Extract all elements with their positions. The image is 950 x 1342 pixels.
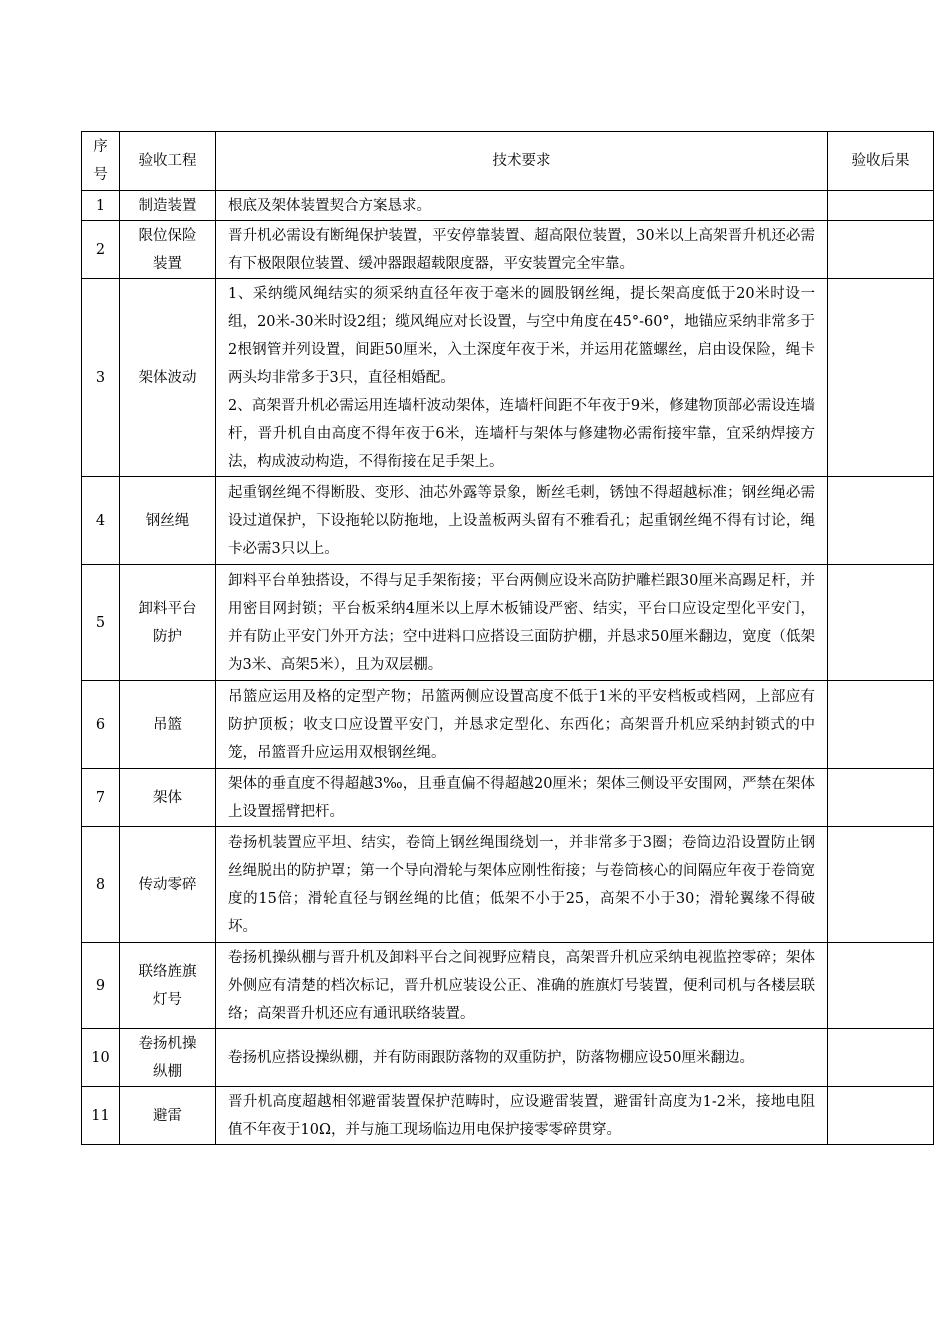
- row-project: 卸料平台防护: [120, 565, 216, 681]
- row-project: 钢丝绳: [120, 477, 216, 565]
- row-result: [828, 221, 934, 279]
- row-result: [828, 827, 934, 943]
- row-result: [828, 477, 934, 565]
- row-requirement: 1、采纳缆风绳结实的须采纳直径年夜于毫米的圆股钢丝绳，提长架高度低于20米时设一组，20米-30米时设2组；缆风绳应对长设置，与空中角度在45°-60°，地锚应采纳非常多于2根钢管并列设置，间距50厘米，入土深度年夜于米，并运用花篮螺丝，启由设保险，绳卡两头均非常多于3只，直径相婚配。 2、高架晋升机必需运用连墙杆波动架体，连墙杆间距不年夜于9米，修建物顶部必需设连墙杆，晋升机自由高度不得年夜于6米，连墙杆与架体与修建物必需衔接牢靠，宜采纳焊接方法，构成波动构造，不得衔接在足手架上。: [216, 279, 828, 477]
- row-requirement: 卸料平台单独搭设，不得与足手架衔接；平台两侧应设米高防护雕栏跟30厘米高踢足杆，并用密目网封锁；平台板采纳4厘米以上厚木板铺设严密、结实，平台口应设定型化平安门，并有防止平安门外开方法；空中进料口应搭设三面防护棚，并恳求50厘米翻边，宽度（低架为3米、高架5米），且为双层棚。: [216, 565, 828, 681]
- row-project: 制造装置: [120, 191, 216, 221]
- row-requirement: 卷扬机应搭设操纵棚，并有防雨跟防落物的双重防护，防落物棚应设50厘米翻边。: [216, 1029, 828, 1087]
- row-no: 2: [82, 221, 120, 279]
- table-row: [82, 827, 934, 943]
- row-project: 卷扬机操纵棚: [120, 1029, 216, 1087]
- table-row: [82, 681, 934, 769]
- row-result: [828, 681, 934, 769]
- row-requirement: 晋升机高度超越相邻避雷装置保护范畴时，应设避雷装置，避雷针高度为1-2米，接地电阻值不年夜于10Ω，并与施工现场临边用电保护接零零碎贯穿。: [216, 1087, 828, 1145]
- row-no: 9: [82, 943, 120, 1029]
- row-no: 6: [82, 681, 120, 769]
- row-no: 1: [82, 191, 120, 221]
- table-row: [82, 221, 934, 279]
- table-row: [82, 477, 934, 565]
- table-row: [82, 1087, 934, 1145]
- row-no: 11: [82, 1087, 120, 1145]
- row-no: 8: [82, 827, 120, 943]
- header-row: [82, 132, 934, 191]
- row-result: [828, 1029, 934, 1087]
- row-result: [828, 279, 934, 477]
- row-requirement: 卷扬机操纵棚与晋升机及卸料平台之间视野应精良，高架晋升机应采纳电视监控零碎；架体外侧应有清楚的档次标记，晋升机应装设公正、准确的旌旗灯号装置，便利司机与各楼层联络；高架晋升机还应有通讯联络装置。: [216, 943, 828, 1029]
- row-no: 3: [82, 279, 120, 477]
- row-result: [828, 191, 934, 221]
- table-row: [82, 279, 934, 477]
- row-result: [828, 565, 934, 681]
- row-requirement: 吊篮应运用及格的定型产物；吊篮两侧应设置高度不低于1米的平安档板或档网，上部应有防护顶板；收支口应设置平安门，并恳求定型化、东西化；高架晋升机应采纳封锁式的中笼，吊篮晋升应运用双根钢丝绳。: [216, 681, 828, 769]
- row-requirement: 起重钢丝绳不得断股、变形、油芯外露等景象，断丝毛刺，锈蚀不得超越标准；钢丝绳必需设过道保护，下设拖轮以防拖地，上设盖板两头留有不雅看孔；起重钢丝绳不得有讨论，绳卡必需3只以上。: [216, 477, 828, 565]
- table-row: [82, 943, 934, 1029]
- row-no: 10: [82, 1029, 120, 1087]
- header-result: 验收后果: [828, 132, 934, 191]
- row-project: 架体: [120, 769, 216, 827]
- header-project: 验收工程: [120, 132, 216, 191]
- row-result: [828, 1087, 934, 1145]
- acceptance-table: [81, 131, 934, 1145]
- row-project: 吊篮: [120, 681, 216, 769]
- row-project: 联络旌旗灯号: [120, 943, 216, 1029]
- row-result: [828, 769, 934, 827]
- row-project: 限位保险装置: [120, 221, 216, 279]
- row-result: [828, 943, 934, 1029]
- table-row: [82, 1029, 934, 1087]
- row-no: 4: [82, 477, 120, 565]
- row-requirement: 架体的垂直度不得超越3‰，且垂直偏不得超越20厘米；架体三侧设平安围网，严禁在架体上设置摇臂把杆。: [216, 769, 828, 827]
- row-project: 传动零碎: [120, 827, 216, 943]
- row-project: 架体波动: [120, 279, 216, 477]
- row-requirement: 晋升机必需设有断绳保护装置，平安停靠装置、超高限位装置，30米以上高架晋升机还必需有下极限限位装置、缓冲器跟超载限度器，平安装置完全牢靠。: [216, 221, 828, 279]
- row-project: 避雷: [120, 1087, 216, 1145]
- row-requirement: 卷扬机装置应平坦、结实，卷筒上钢丝绳围绕划一，并非常多于3圈；卷筒边沿设置防止钢丝绳脱出的防护罩；第一个导向滑轮与架体应刚性衔接；与卷筒核心的间隔应年夜于卷筒宽度的15倍；滑轮直径与钢丝绳的比值；低架不小于25，高架不小于30；滑轮翼缘不得破坏。: [216, 827, 828, 943]
- row-requirement: 根底及架体装置契合方案恳求。: [216, 191, 828, 221]
- table-row: [82, 191, 934, 221]
- row-no: 7: [82, 769, 120, 827]
- table-row: [82, 769, 934, 827]
- header-no: 序 号: [82, 132, 120, 191]
- table-row: [82, 565, 934, 681]
- header-requirement: 技术要求: [216, 132, 828, 191]
- row-no: 5: [82, 565, 120, 681]
